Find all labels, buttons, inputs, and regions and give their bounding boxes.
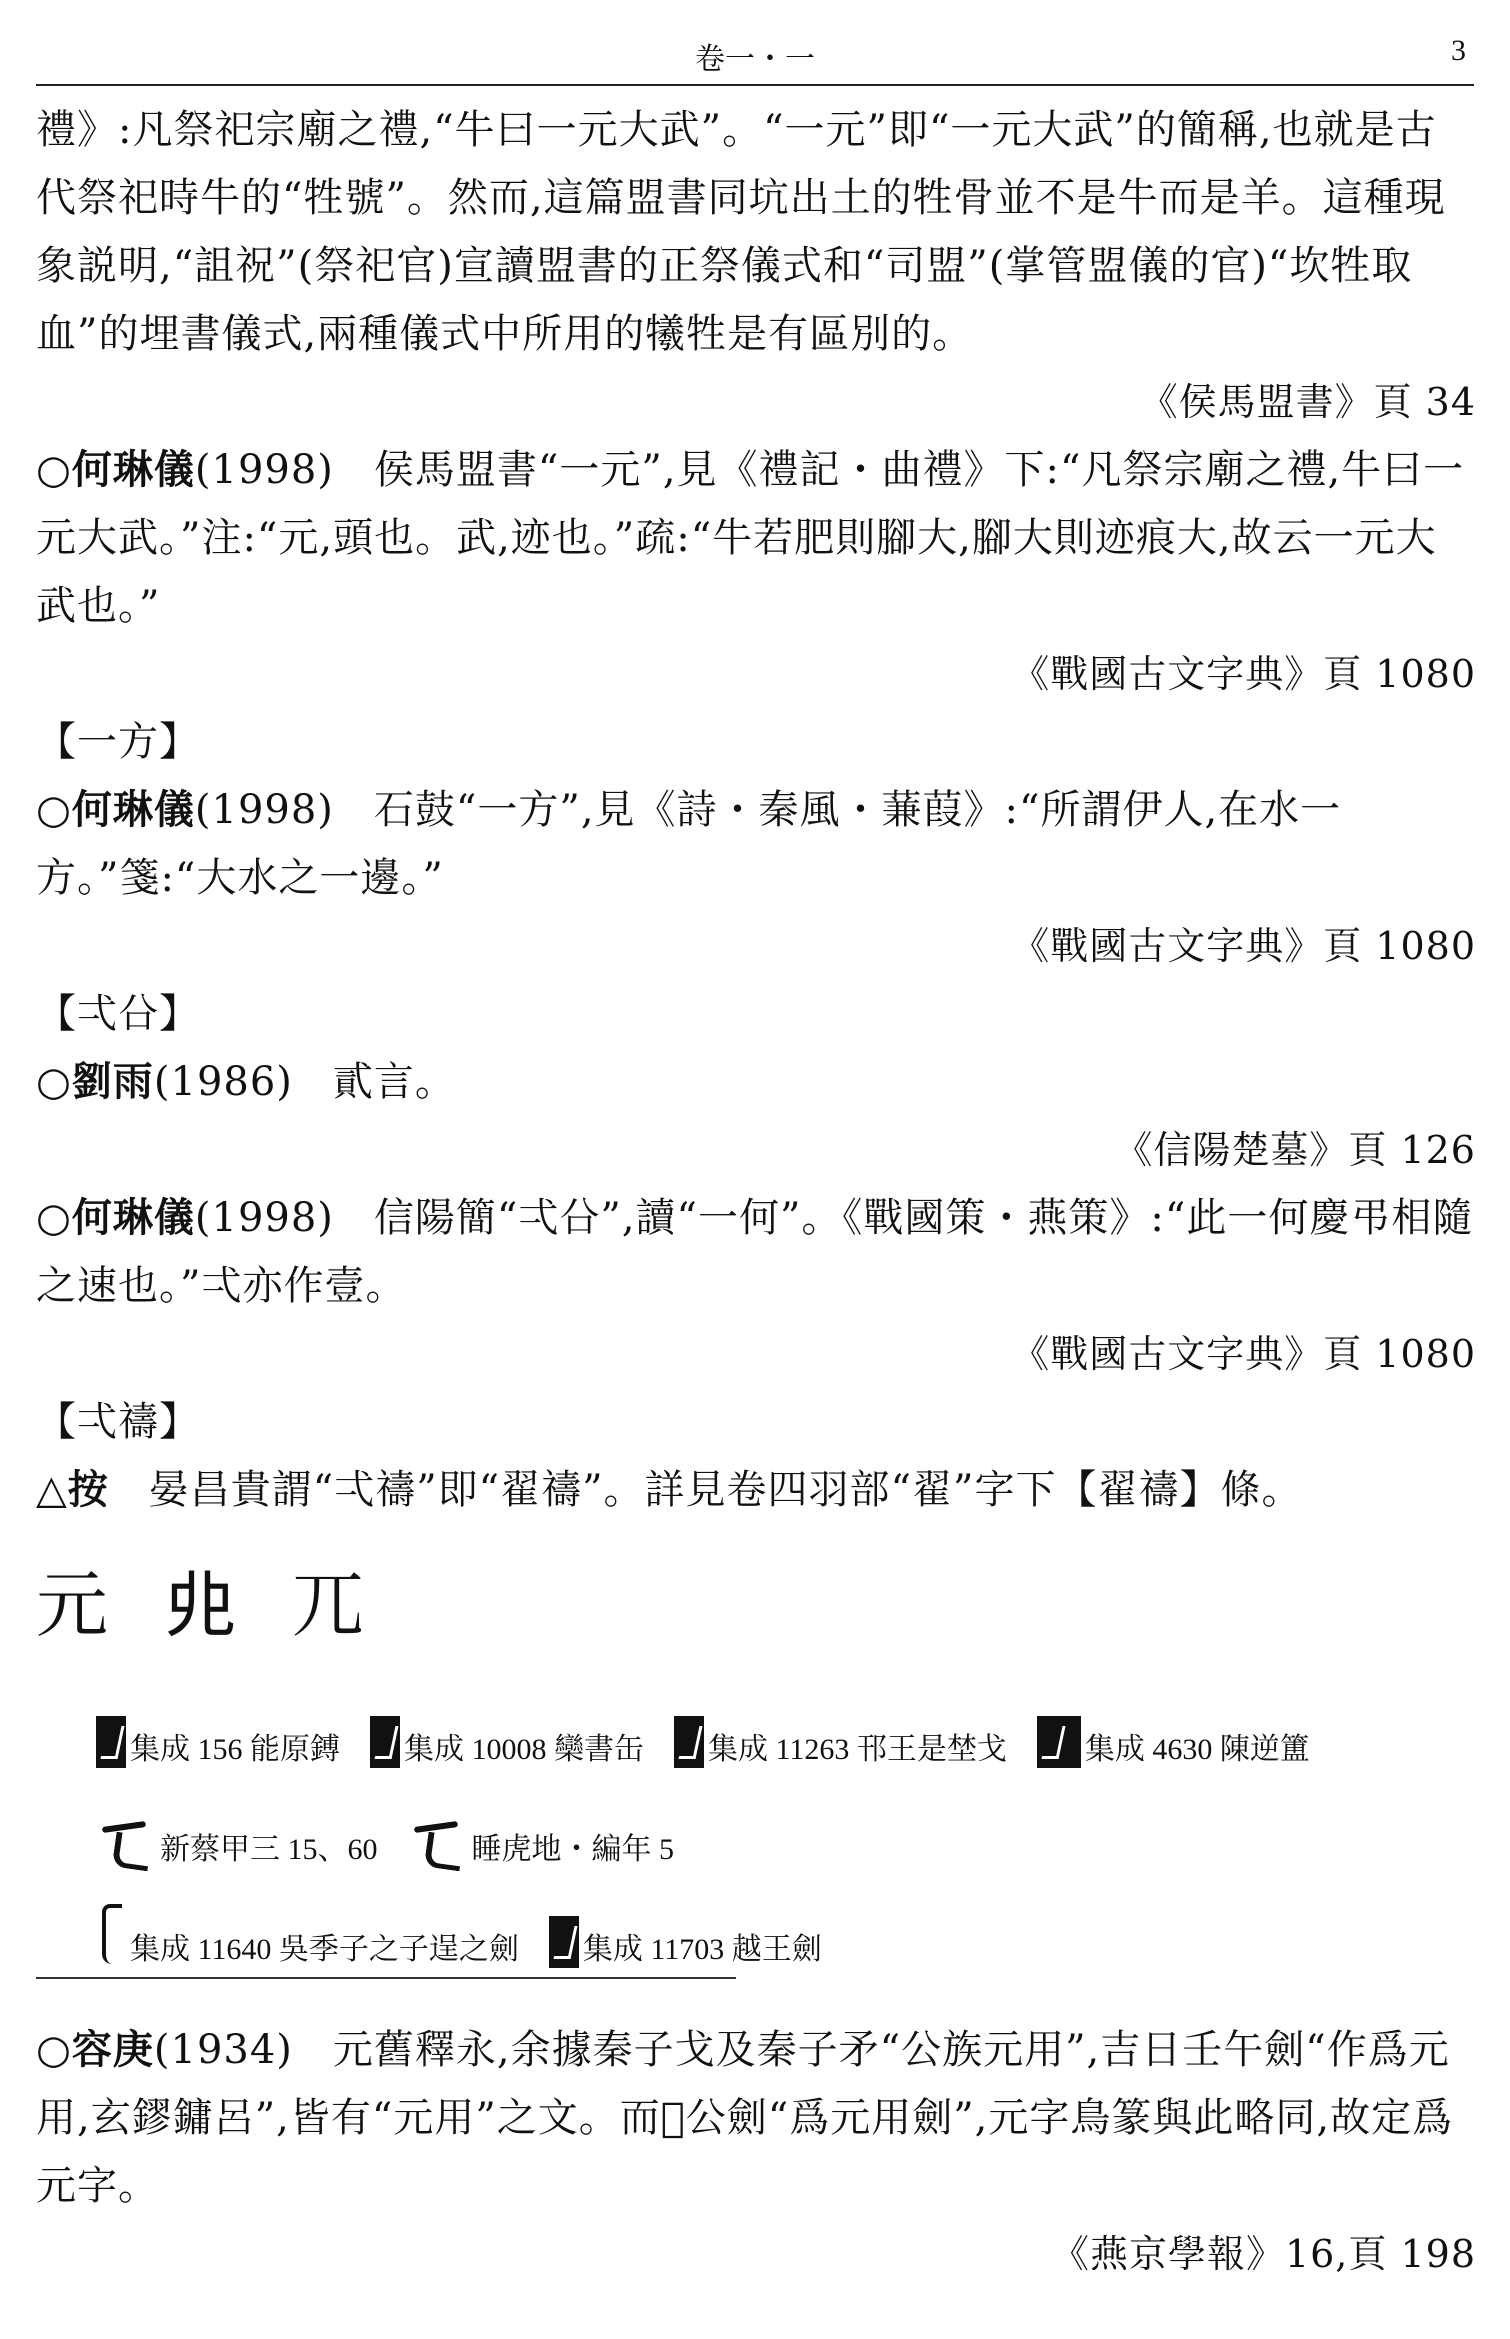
entry-text: 晏昌貴謂“弌禱”即“翟禱”。詳見卷四羽部“翟”字下【翟禱】條。 xyxy=(148,1467,1303,1513)
entry-text: 石鼓“一方”,見《詩・秦風・蒹葭》:“所謂伊人,在水一方。”箋:“大水之一邊。” xyxy=(36,787,1342,901)
entry-text: 侯馬盟書“一元”,見《禮記・曲禮》下:“凡祭宗廟之禮,牛曰一元大武。”注:“元,頭也。武,迹也。”疏:“牛若肥則腳大,腳大則迹痕大,故云一元大武也。” xyxy=(36,447,1465,629)
glyph-ink-image xyxy=(96,1814,156,1868)
glyph-rubbing-image xyxy=(549,1916,579,1968)
source-citation: 《戰國古文字典》頁 1080 xyxy=(1011,1332,1476,1376)
source-citation: 《信陽楚墓》頁 126 xyxy=(1114,1128,1476,1172)
forms-row xyxy=(96,1868,1476,1968)
source-citation: 《侯馬盟書》頁 34 xyxy=(1139,380,1476,424)
entry-author: ○容庚 xyxy=(36,2026,154,2073)
entry-text: 元舊釋永,余據秦子戈及秦子矛“公族元用”,吉日壬午劍“作爲元用,玄鏐鏞呂”,皆有“元用”之文。而𢼸公劍“爲元用劍”,元字鳥篆與此略同,故定爲元字。 xyxy=(36,2027,1454,2209)
form-label: 新蔡甲三 15、60 xyxy=(160,1833,378,1866)
commentary-entry xyxy=(36,1184,1476,1320)
form-label: 集成 11640 吳季子之子逞之劍 xyxy=(130,1933,519,1966)
form-item xyxy=(96,1716,340,1768)
char-form: 𠑹 xyxy=(164,1563,237,1647)
entry-text: 信陽簡“弌㕣”,讀“一何”。《戰國策・燕策》:“此一何慶弔相隨之速也。”弌亦作壹。 xyxy=(36,1195,1474,1309)
form-item xyxy=(549,1916,822,1968)
glyph-ink-image xyxy=(408,1814,468,1868)
commentary-entry xyxy=(36,2016,1476,2220)
main-text xyxy=(36,96,1476,1524)
excavated-forms xyxy=(96,1668,1476,1968)
source-citation: 《戰國古文字典》頁 1080 xyxy=(1011,924,1476,968)
header-rule xyxy=(36,84,1474,86)
entry-text: 貳言。 xyxy=(332,1059,456,1105)
forms-row xyxy=(96,1768,1476,1868)
form-item xyxy=(96,1814,378,1868)
glyph-rubbing-image xyxy=(96,1716,126,1768)
running-head-title: 卷一・一 xyxy=(695,42,815,77)
glyph-bird-seal-image xyxy=(96,1898,126,1968)
form-label: 集成 156 能原鎛 xyxy=(130,1733,340,1766)
section-rule xyxy=(36,1977,736,1979)
glyph-rubbing-image xyxy=(1037,1716,1081,1768)
entry-author: ○劉雨 xyxy=(36,1058,154,1105)
running-head xyxy=(36,30,1474,82)
entry-year: (1998) xyxy=(194,1195,334,1241)
commentary-entry xyxy=(36,1048,1476,1116)
form-label: 睡虎地・編年 5 xyxy=(471,1833,674,1866)
entry-author: ○何琳儀 xyxy=(36,786,195,833)
commentary-entry xyxy=(36,1456,1476,1524)
form-label: 集成 11263 邗王是埜戈 xyxy=(708,1733,1007,1766)
form-item xyxy=(370,1716,644,1768)
commentary-entry xyxy=(36,436,1476,640)
entry-author: △按 xyxy=(36,1466,109,1513)
entry-heading: 【弌禱】 xyxy=(36,1399,200,1445)
entry-author: ○何琳儀 xyxy=(36,446,195,493)
commentary-text xyxy=(36,2016,1476,2288)
char-form: 元 xyxy=(36,1563,109,1647)
form-item xyxy=(96,1898,519,1968)
commentary-entry xyxy=(36,776,1476,912)
entry-author: ○何琳儀 xyxy=(36,1194,195,1241)
entry-year: (1998) xyxy=(194,787,334,833)
page-number: 3 xyxy=(1451,34,1466,67)
entry-heading: 【弌㕣】 xyxy=(36,991,200,1037)
form-label: 集成 11703 越王劍 xyxy=(582,1933,822,1966)
entry-year: (1998) xyxy=(194,447,334,493)
char-form: 兀 xyxy=(292,1563,365,1647)
form-item xyxy=(1037,1716,1310,1768)
glyph-rubbing-image xyxy=(370,1716,400,1768)
form-label: 集成 4630 陳逆簠 xyxy=(1084,1733,1310,1766)
character-forms-row xyxy=(36,1563,365,1647)
source-citation: 《戰國古文字典》頁 1080 xyxy=(1011,652,1476,696)
forms-row xyxy=(96,1668,1476,1768)
entry-year: (1934) xyxy=(153,2027,293,2073)
form-item xyxy=(408,1814,675,1868)
source-citation: 《燕京學報》16,頁 198 xyxy=(1050,2232,1476,2276)
paragraph: 禮》:凡祭祀宗廟之禮,“牛曰一元大武”。“一元”即“一元大武”的簡稱,也就是古代祭祀時牛的“牲號”。然而,這篇盟書同坑出土的牲骨並不是牛而是羊。這種現象説明,“詛祝”(祭祀官)宣讀盟書的正祭儀式和“司盟”(掌管盟儀的官)“坎牲取血”的埋書儀式,兩種儀式中所用的犧牲是有區別的。 xyxy=(36,107,1446,357)
form-item xyxy=(674,1716,1007,1768)
entry-year: (1986) xyxy=(153,1059,293,1105)
entry-heading: 【一方】 xyxy=(36,719,200,765)
glyph-rubbing-image xyxy=(674,1716,704,1768)
form-label: 集成 10008 欒書缶 xyxy=(404,1733,644,1766)
